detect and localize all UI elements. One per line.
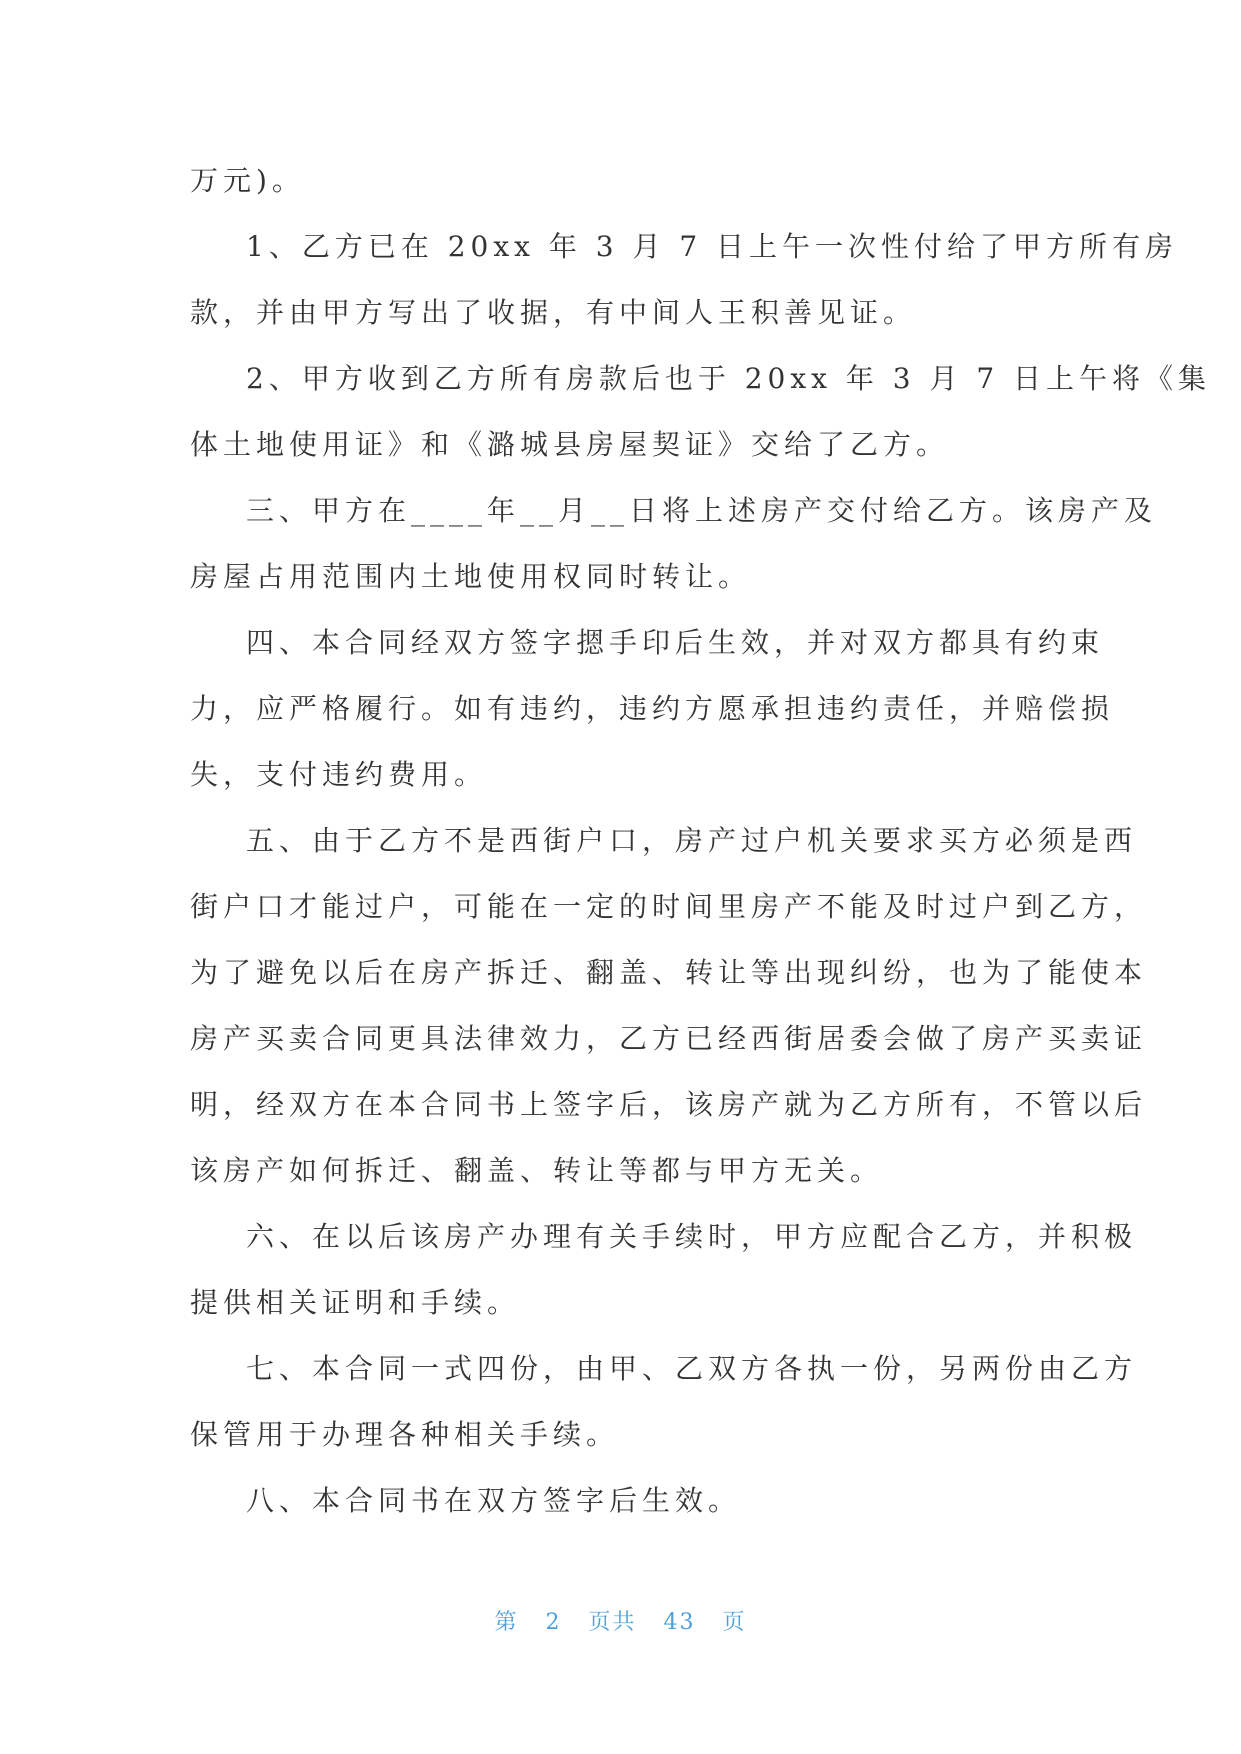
text-line: 房屋占用范围内土地使用权同时转让。 <box>190 560 752 593</box>
text-line: 六、在以后该房产办理有关手续时，甲方应配合乙方，并积极 <box>246 1220 1138 1253</box>
current-page-number: 2 <box>545 1610 562 1635</box>
text-line: 失，支付违约费用。 <box>190 758 488 791</box>
total-pages-number: 43 <box>663 1610 696 1635</box>
text-line: 力，应严格履行。如有违约，违约方愿承担违约责任，并赔偿损 <box>190 692 1115 725</box>
text-line: 街户口才能过户，可能在一定的时间里房产不能及时过户到乙方， <box>190 890 1148 923</box>
text-line: 该房产如何拆迁、翻盖、转让等都与甲方无关。 <box>190 1154 884 1187</box>
footer-prefix: 第 <box>494 1610 519 1635</box>
text-line: 五、由于乙方不是西街户口，房产过户机关要求买方必须是西 <box>246 824 1138 857</box>
text-line: 三、甲方在____年__月__日将上述房产交付给乙方。该房产及 <box>246 494 1158 527</box>
text-line: 为了避免以后在房产拆迁、翻盖、转让等出现纠纷，也为了能使本 <box>190 956 1148 989</box>
text-line: 2、甲方收到乙方所有房款后也于 20xx 年 3 月 7 日上午将《集 <box>246 362 1212 395</box>
text-line: 万元)。 <box>190 164 305 197</box>
text-line: 八、本合同书在双方签字后生效。 <box>246 1484 742 1517</box>
text-line: 四、本合同经双方签字摁手印后生效，并对双方都具有约束 <box>246 626 1105 659</box>
footer-middle: 页共 <box>588 1610 637 1635</box>
text-line: 明，经双方在本合同书上签字后，该房产就为乙方所有，不管以后 <box>190 1088 1148 1121</box>
text-line: 提供相关证明和手续。 <box>190 1286 521 1319</box>
text-line: 房产买卖合同更具法律效力，乙方已经西街居委会做了房产买卖证 <box>190 1022 1148 1055</box>
footer-suffix: 页 <box>722 1610 747 1635</box>
page-footer <box>0 1603 1241 1643</box>
text-line: 七、本合同一式四份，由甲、乙双方各执一份，另两份由乙方 <box>246 1352 1138 1385</box>
text-line: 1、乙方已在 20xx 年 3 月 7 日上午一次性付给了甲方所有房 <box>246 230 1179 263</box>
text-line: 体土地使用证》和《潞城县房屋契证》交给了乙方。 <box>190 428 950 461</box>
text-line: 保管用于办理各种相关手续。 <box>190 1418 620 1451</box>
document-body <box>190 148 1212 1534</box>
text-line: 款，并由甲方写出了收据，有中间人王积善见证。 <box>190 296 917 329</box>
